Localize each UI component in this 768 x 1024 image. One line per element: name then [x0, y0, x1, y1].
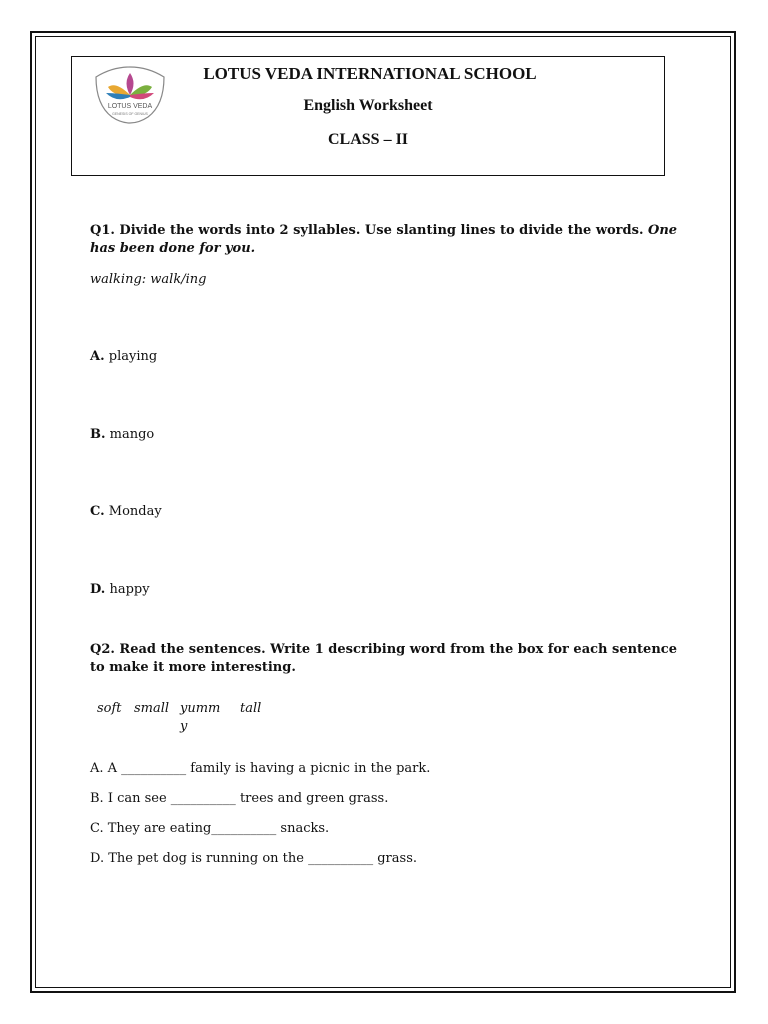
q2-sentence-c: C. They are eating__________ snacks. — [90, 821, 330, 836]
q1-prompt-text: Q1. Divide the words into 2 syllables. Use slanting lines to divide the words. — [90, 223, 644, 238]
box-word: small — [134, 701, 170, 716]
logo-text: LOTUS VEDA — [107, 103, 153, 110]
q1-item-word: Monday — [108, 504, 162, 519]
school-logo — [90, 65, 170, 129]
q1-item-word: playing — [108, 349, 158, 364]
q1-item-word: happy — [109, 582, 150, 597]
box-word: soft — [97, 701, 122, 716]
q1-item-word: mango — [109, 427, 155, 442]
q1-item-d — [90, 581, 150, 599]
q1-prompt-italic: One has been done for you. — [90, 223, 678, 256]
q1-item-c — [90, 503, 162, 521]
logo-tagline: GENESIS OF GENIUS — [112, 112, 148, 116]
q1-prompt — [90, 222, 680, 258]
class-label: CLASS – II — [327, 131, 409, 148]
q1-item-letter: A. — [90, 349, 105, 364]
box-word: yumm — [180, 701, 221, 716]
worksheet-title: English Worksheet — [303, 97, 433, 114]
q1-example: walking: walk/ing — [90, 272, 207, 287]
q1-item-letter: C. — [90, 504, 105, 519]
q2-prompt: Q2. Read the sentences. Write 1 describing word from the box for each sentence to make it more interesting. — [90, 642, 677, 675]
box-word: tall — [240, 701, 262, 716]
box-word: y — [180, 719, 188, 734]
school-name: LOTUS VEDA INTERNATIONAL SCHOOL — [203, 64, 537, 83]
q2-sentence-b: B. I can see __________ trees and green grass. — [90, 791, 389, 806]
q1-item-letter: B. — [90, 427, 106, 442]
q2-sentence-a: A. A __________ family is having a picnic in the park. — [90, 761, 431, 776]
q1-item-b — [90, 426, 154, 444]
q1-item-letter: D. — [90, 582, 106, 597]
q1-item-a — [90, 348, 157, 366]
q2-sentence-d: D. The pet dog is running on the __________ grass. — [90, 851, 417, 866]
